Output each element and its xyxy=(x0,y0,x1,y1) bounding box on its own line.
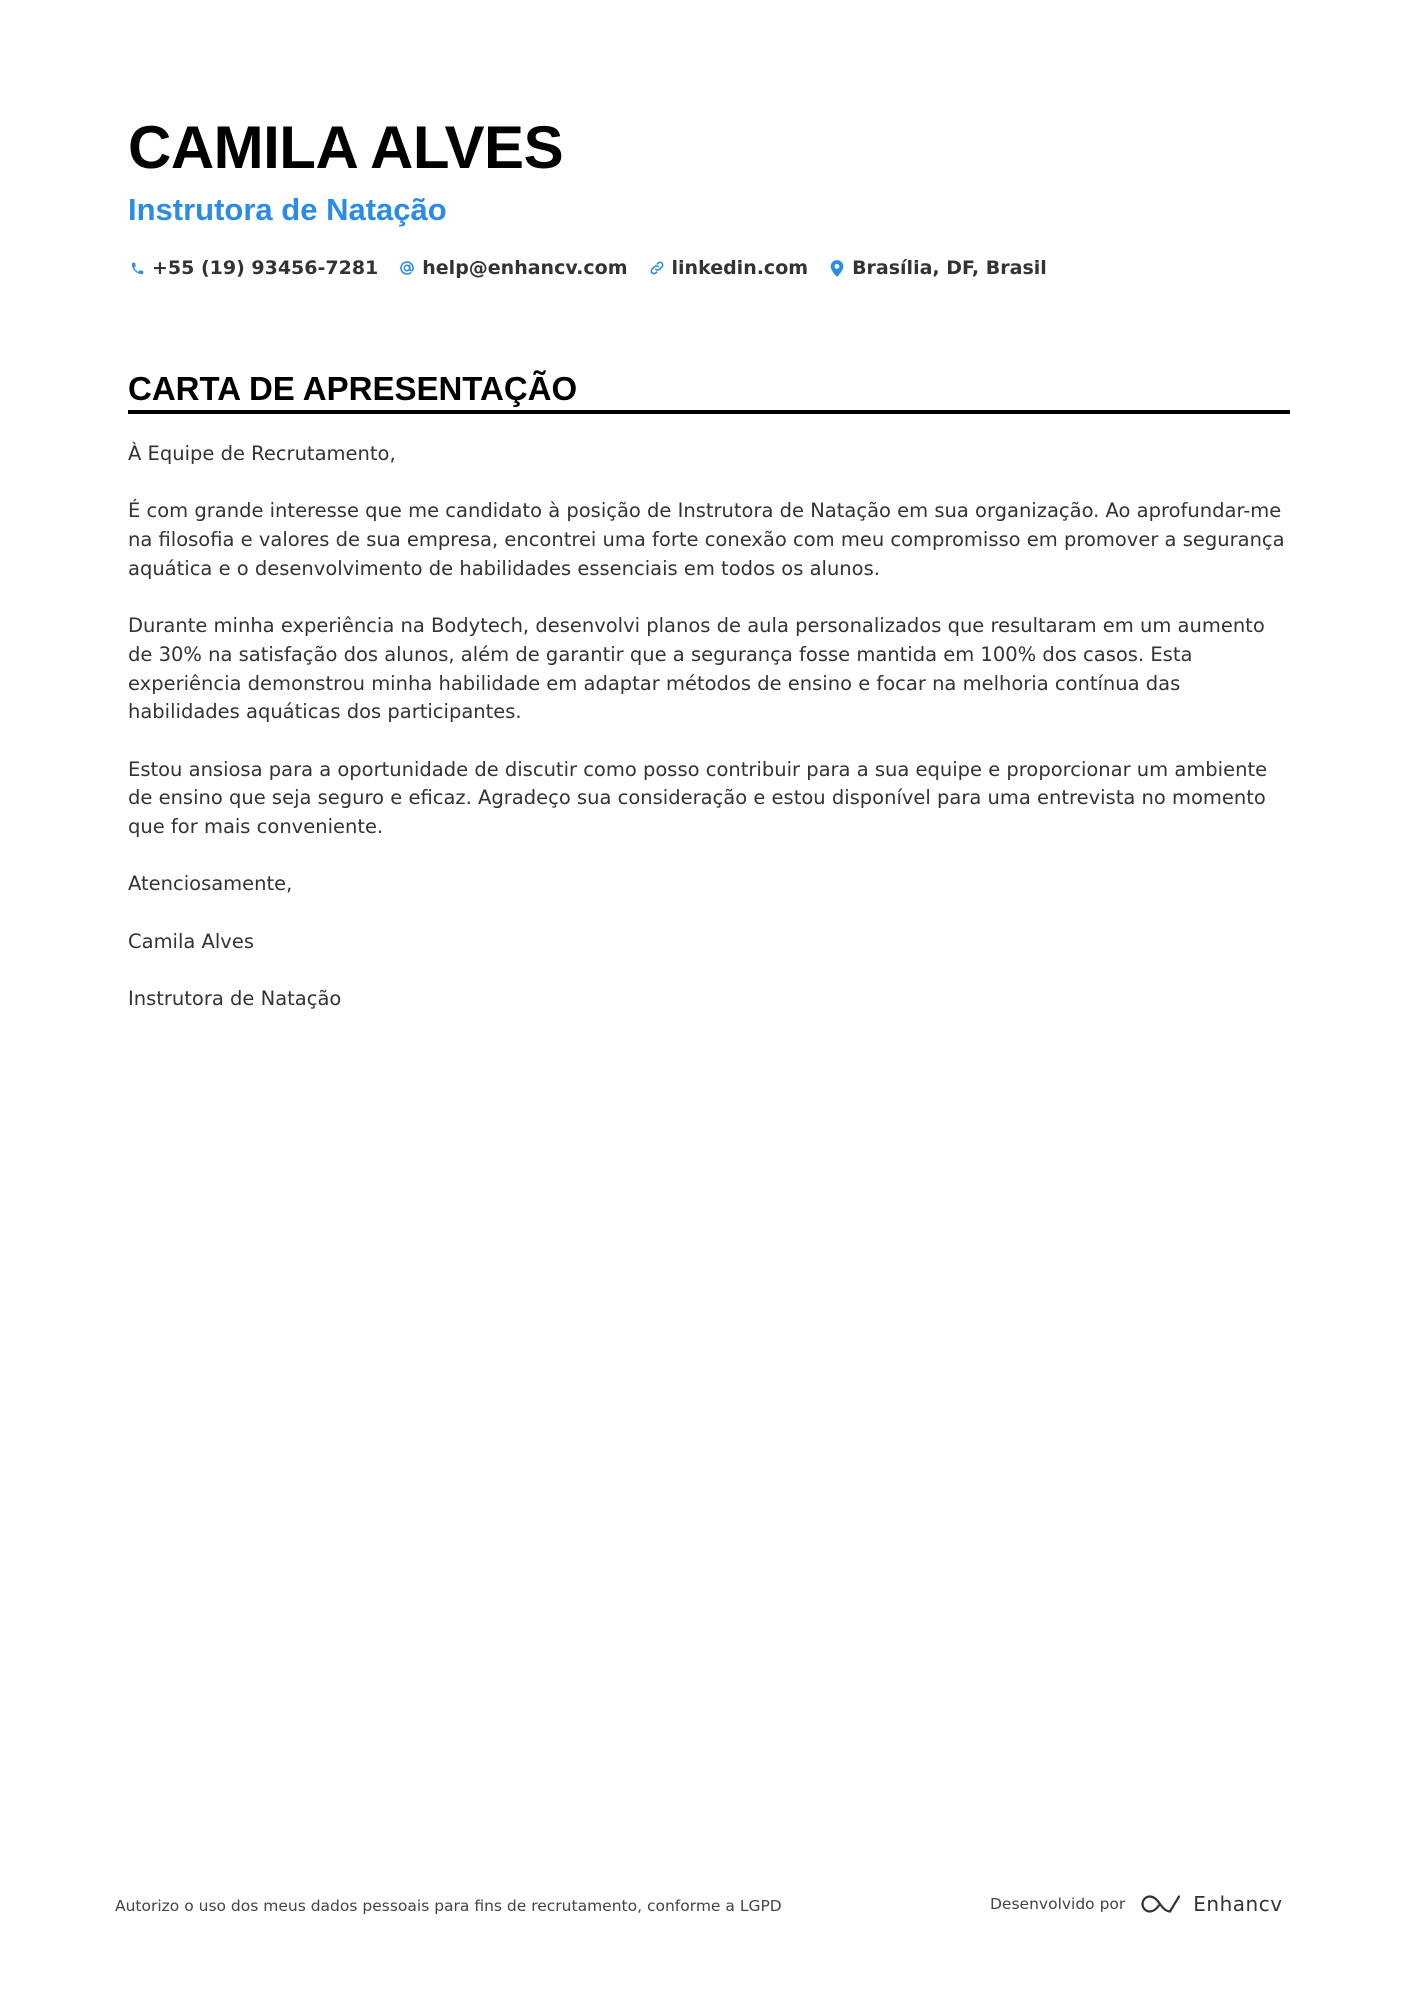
powered-by[interactable] xyxy=(990,1888,1283,1920)
at-sign-icon xyxy=(398,259,416,277)
section-divider xyxy=(128,410,1290,414)
letter-closing: Atenciosamente, xyxy=(128,872,293,896)
contact-linkedin[interactable] xyxy=(648,257,809,279)
enhancv-logo-icon xyxy=(1137,1892,1183,1916)
candidate-role: Instrutora de Natação xyxy=(128,192,447,227)
contact-bar xyxy=(128,254,1067,282)
contact-location-text: Brasília, DF, Brasil xyxy=(852,257,1047,279)
enhancv-logo xyxy=(1137,1892,1282,1916)
contact-email[interactable] xyxy=(398,257,627,279)
contact-linkedin-text: linkedin.com xyxy=(671,257,809,279)
signature-role: Instrutora de Natação xyxy=(128,987,342,1011)
location-pin-icon xyxy=(828,259,846,277)
powered-by-label: Desenvolvido por xyxy=(990,1895,1126,1913)
candidate-name: CAMILA ALVES xyxy=(128,114,564,181)
phone-icon xyxy=(128,259,146,277)
contact-phone[interactable] xyxy=(128,257,378,279)
brand-name: Enhancv xyxy=(1193,1892,1283,1916)
letter-greeting: À Equipe de Recrutamento, xyxy=(128,442,396,465)
contact-location xyxy=(828,257,1047,279)
letter-paragraph-3: Estou ansiosa para a oportunidade de discutir como posso contribuir para a sua equipe e proporcionar um ambiente de ensino que seja seguro e eficaz. Agradeço sua consideração e estou disponível para uma entrevista no momento que for mais conveniente. xyxy=(128,757,1268,839)
signature-name: Camila Alves xyxy=(128,929,254,953)
section-title: CARTA DE APRESENTAÇÃO xyxy=(128,370,578,407)
contact-phone-text: +55 (19) 93456-7281 xyxy=(152,257,379,279)
consent-note: Autorizo o uso dos meus dados pessoais para fins de recrutamento, conforme a LGPD xyxy=(115,1897,782,1915)
letter-body xyxy=(128,440,1290,1043)
letter-paragraph-2: Durante minha experiência na Bodytech, desenvolvi planos de aula personalizados que resultaram em um aumento de 30% na satisfação dos alunos, além de garantir que a segurança fosse mantida em 100% dos casos. Esta experiência demonstrou minha habilidade em adaptar métodos de ensino e focar na melhoria contínua das habilidades aquáticas dos participantes. xyxy=(128,614,1265,724)
link-icon xyxy=(648,259,666,277)
contact-email-text: help@enhancv.com xyxy=(422,257,628,279)
letter-paragraph-1: É com grande interesse que me candidato à posição de Instrutora de Natação em sua organização. Ao aprofundar-me na filosofia e valores de sua empresa, encontrei uma forte conexão com meu compromisso em promover a segurança aquática e o desenvolvimento de habilidades essenciais em todos os alunos. xyxy=(128,499,1285,580)
